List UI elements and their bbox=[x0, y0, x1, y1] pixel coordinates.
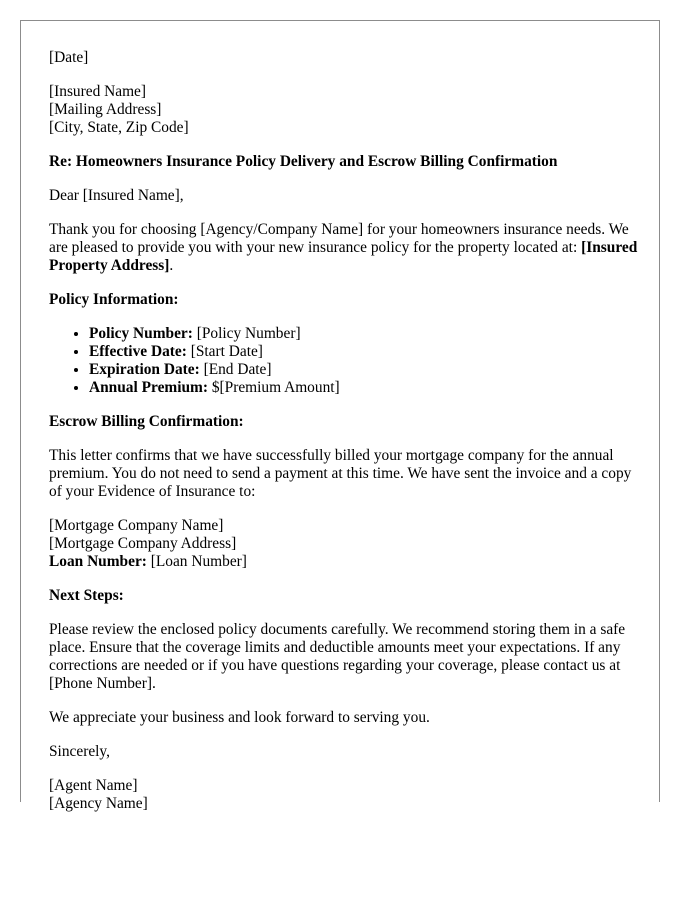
loan-number-label: Loan Number: bbox=[49, 553, 147, 570]
policy-item-label: Annual Premium: bbox=[89, 379, 208, 396]
policy-item-value: [Start Date] bbox=[186, 343, 263, 360]
signoff: Sincerely, bbox=[49, 743, 110, 760]
policy-item-label: Effective Date: bbox=[89, 343, 187, 360]
recipient-block bbox=[49, 83, 639, 137]
property-address: [Insured Property Address] bbox=[49, 239, 638, 274]
letter-body bbox=[49, 49, 639, 829]
policy-heading bbox=[49, 291, 639, 309]
next-steps-heading-text: Next Steps: bbox=[49, 587, 124, 604]
intro-end: . bbox=[169, 257, 174, 274]
policy-item-number bbox=[89, 325, 639, 343]
next-steps-paragraph: Please review the enclosed policy documents carefully. We recommend storing them in a safe place. Ensure that the coverage limits and deductible amounts meet your expectations. If any corrections are needed or if you have questions regarding your coverage, please contact us at [Phone Number]. bbox=[49, 621, 626, 692]
salutation: Dear [Insured Name], bbox=[49, 187, 184, 204]
subject-text: Re: Homeowners Insurance Policy Delivery and Escrow Billing Confirmation bbox=[49, 153, 558, 170]
policy-list bbox=[49, 325, 639, 397]
policy-item-effective-date bbox=[89, 343, 639, 361]
signature-block bbox=[49, 777, 639, 813]
policy-item-value: $[Premium Amount] bbox=[208, 379, 340, 396]
loan-number-line bbox=[49, 553, 639, 571]
policy-item-expiration-date bbox=[89, 361, 639, 379]
intro-text: Thank you for choosing [Agency/Company Name] for your homeowners insurance needs. We are pleased to provide you with your new insurance policy for the property located at: bbox=[49, 221, 629, 256]
policy-item-label: Policy Number: bbox=[89, 325, 193, 342]
agent-name: [Agent Name] bbox=[49, 777, 138, 794]
recipient-address: [Mailing Address] bbox=[49, 101, 162, 118]
escrow-heading bbox=[49, 413, 639, 431]
policy-item-value: [Policy Number] bbox=[192, 325, 301, 342]
mortgage-company-address: [Mortgage Company Address] bbox=[49, 535, 237, 552]
policy-item-value: [End Date] bbox=[199, 361, 272, 378]
mortgage-block bbox=[49, 517, 639, 571]
agency-name: [Agency Name] bbox=[49, 795, 148, 812]
subject-line bbox=[49, 153, 639, 171]
escrow-heading-text: Escrow Billing Confirmation: bbox=[49, 413, 244, 430]
recipient-name: [Insured Name] bbox=[49, 83, 147, 100]
mortgage-company-name: [Mortgage Company Name] bbox=[49, 517, 224, 534]
letter-page bbox=[20, 20, 660, 812]
escrow-paragraph: This letter confirms that we have successfully billed your mortgage company for the annual premium. You do not need to send a payment at this time. We have sent the invoice and a copy of your Evidence of Insurance to: bbox=[49, 447, 632, 500]
letter-date: [Date] bbox=[49, 49, 89, 66]
closing-paragraph: We appreciate your business and look forward to serving you. bbox=[49, 709, 430, 726]
loan-number-value: [Loan Number] bbox=[146, 553, 247, 570]
recipient-city-state-zip: [City, State, Zip Code] bbox=[49, 119, 189, 136]
next-steps-heading bbox=[49, 587, 639, 605]
policy-item-annual-premium bbox=[89, 379, 639, 397]
policy-item-label: Expiration Date: bbox=[89, 361, 200, 378]
intro-paragraph bbox=[49, 221, 639, 275]
policy-heading-text: Policy Information: bbox=[49, 291, 179, 308]
